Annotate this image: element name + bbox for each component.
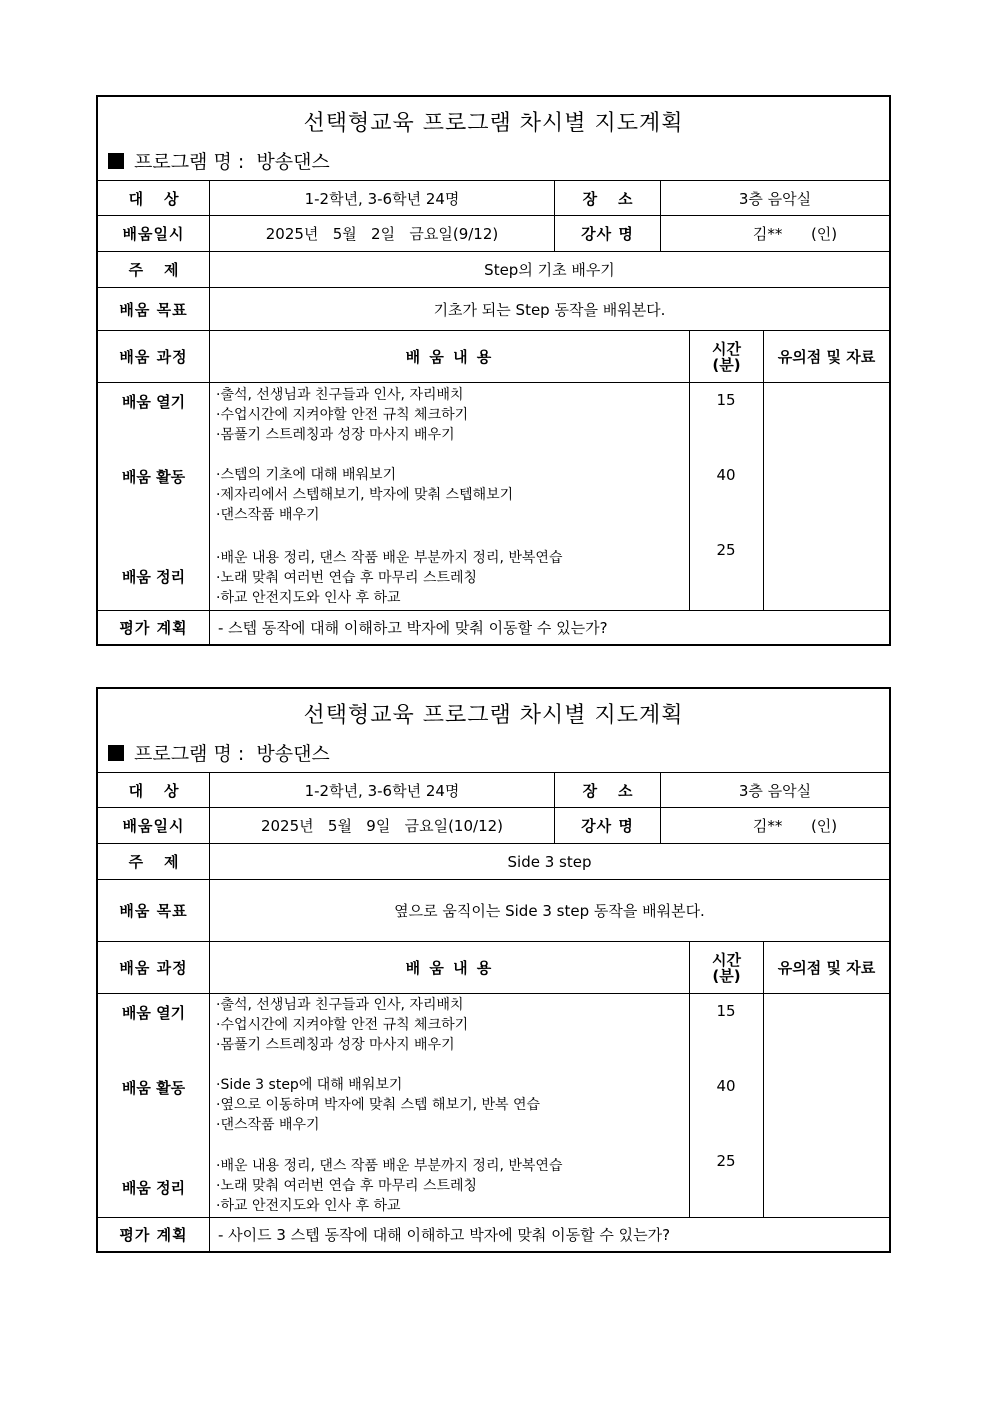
content-body-row [98,994,889,1218]
topic-row [98,844,889,880]
list-item: ·배운 내용 정리, 댄스 작품 배운 부분까지 정리, 반복연습 [216,1158,563,1174]
list-item: ·수업시간에 지켜야할 안전 규칙 체크하기 [216,1017,469,1033]
eval-row [98,611,889,644]
target-label: 대 상 [128,189,179,208]
date-value: 2025년 5월 9일 금요일(10/12) [209,808,554,843]
place-value: 3층 음악실 [660,181,889,215]
stage-time-activity: 40 [716,466,736,484]
time-header-line2: (분) [712,966,741,985]
stage-label-wrapup: 배움 정리 [121,568,186,586]
topic-value: Side 3 step [209,844,889,879]
goal-row [98,288,889,331]
goal-label: 배움 목표 [119,300,188,319]
notes-column [763,994,889,1217]
time-column [689,994,763,1217]
goal-value: 기초가 되는 Step 동작을 배워본다. [209,288,889,330]
black-square-icon [108,153,124,169]
place-label: 장 소 [554,181,660,215]
program-line [108,739,330,766]
target-row [98,773,889,808]
lesson-plan-table [96,687,891,1253]
date-value: 2025년 5월 2일 금요일(9/12) [209,216,554,251]
stage-items-activity [216,465,513,525]
stage-label-open: 배움 열기 [121,393,186,411]
goal-value: 옆으로 움직이는 Side 3 step 동작을 배워본다. [209,880,889,941]
goal-row [98,880,889,942]
date-row [98,216,889,252]
stage-items-open [216,995,468,1055]
content-header: 배 움 내 용 [209,331,689,382]
topic-row [98,252,889,288]
list-item: ·노래 맞춰 여러번 연습 후 마무리 스트레칭 [216,1178,478,1194]
teacher-label: 강사 명 [554,808,660,843]
time-header-line2: (분) [712,355,741,374]
stage-time-wrapup: 25 [716,1152,736,1170]
list-item: ·몸풀기 스트레칭과 성장 마사지 배우기 [216,1037,455,1053]
list-item: ·노래 맞춰 여러번 연습 후 마무리 스트레칭 [216,570,478,586]
list-item: ·댄스작품 배우기 [216,1117,320,1133]
plan-header [98,689,889,773]
list-item: ·옆으로 이동하며 박자에 맞춰 스텝 해보기, 반복 연습 [216,1097,541,1113]
process-header: 배움 과정 [119,959,188,977]
content-body-row [98,383,889,611]
time-column [689,383,763,610]
date-label: 배움일시 [122,225,185,243]
program-label: 프로그램 명 : [134,151,245,173]
place-value: 3층 음악실 [660,773,889,807]
list-item: ·스텝의 기초에 대해 배워보기 [216,467,397,483]
teacher-label: 강사 명 [554,216,660,251]
topic-label: 주 제 [128,261,179,279]
date-row [98,808,889,844]
process-header: 배움 과정 [119,348,188,366]
list-item: ·Side 3 step에 대해 배워보기 [216,1077,403,1093]
program-name: 방송댄스 [256,743,330,765]
stage-label-activity: 배움 활동 [121,1079,186,1097]
target-label: 대 상 [128,781,179,800]
list-item: ·댄스작품 배우기 [216,507,320,523]
list-item: ·출석, 선생님과 친구들과 인사, 자리배치 [216,387,464,403]
plan-header [98,97,889,181]
stage-label-wrapup: 배움 정리 [121,1179,186,1197]
program-name: 방송댄스 [256,151,330,173]
teacher-value: 김** (인) [660,216,889,251]
eval-value: - 스텝 동작에 대해 이해하고 박자에 맞춰 이동할 수 있는가? [209,611,889,644]
notes-header: 유의점 및 자료 [763,942,889,993]
date-label: 배움일시 [122,817,185,835]
eval-label: 평가 계획 [119,1226,188,1244]
stage-items-wrapup [216,548,562,608]
list-item: ·몸풀기 스트레칭과 성장 마사지 배우기 [216,427,455,443]
topic-label: 주 제 [128,853,179,871]
place-label: 장 소 [554,773,660,807]
target-row [98,181,889,216]
eval-row [98,1218,889,1251]
stage-time-wrapup: 25 [716,541,736,559]
target-value: 1-2학년, 3-6학년 24명 [209,773,554,807]
notes-column [763,383,889,610]
stage-label-open: 배움 열기 [121,1004,186,1022]
time-header-line1: 시간 [712,950,741,969]
teacher-value: 김** (인) [660,808,889,843]
time-header-line1: 시간 [712,339,741,358]
content-header: 배 움 내 용 [209,942,689,993]
list-item: ·제자리에서 스텝해보기, 박자에 맞춰 스텝해보기 [216,487,514,503]
goal-label: 배움 목표 [119,902,188,920]
target-value: 1-2학년, 3-6학년 24명 [209,181,554,215]
eval-value: - 사이드 3 스텝 동작에 대해 이해하고 박자에 맞춰 이동할 수 있는가? [209,1218,889,1251]
notes-header: 유의점 및 자료 [763,331,889,382]
plan-title: 선택형교육 프로그램 차시별 지도계획 [303,111,684,136]
topic-value: Step의 기초 배우기 [209,252,889,287]
list-item: ·출석, 선생님과 친구들과 인사, 자리배치 [216,997,464,1013]
stage-time-open: 15 [716,1002,736,1020]
content-header-row [98,942,889,994]
program-label: 프로그램 명 : [134,743,245,765]
stage-items-activity [216,1075,540,1135]
program-line [108,147,330,174]
plan-title: 선택형교육 프로그램 차시별 지도계획 [303,703,684,728]
stage-time-activity: 40 [716,1077,736,1095]
lesson-plan-table [96,95,891,646]
list-item: ·배운 내용 정리, 댄스 작품 배운 부분까지 정리, 반복연습 [216,550,563,566]
black-square-icon [108,745,124,761]
stage-items-open [216,385,468,445]
list-item: ·하교 안전지도와 인사 후 하교 [216,590,401,606]
list-item: ·수업시간에 지켜야할 안전 규칙 체크하기 [216,407,469,423]
stage-items-wrapup [216,1156,562,1216]
time-header [689,331,763,382]
list-item: ·하교 안전지도와 인사 후 하교 [216,1198,401,1214]
time-header [689,942,763,993]
stage-label-activity: 배움 활동 [121,468,186,486]
eval-label: 평가 계획 [119,619,188,637]
stage-time-open: 15 [716,391,736,409]
content-header-row [98,331,889,383]
